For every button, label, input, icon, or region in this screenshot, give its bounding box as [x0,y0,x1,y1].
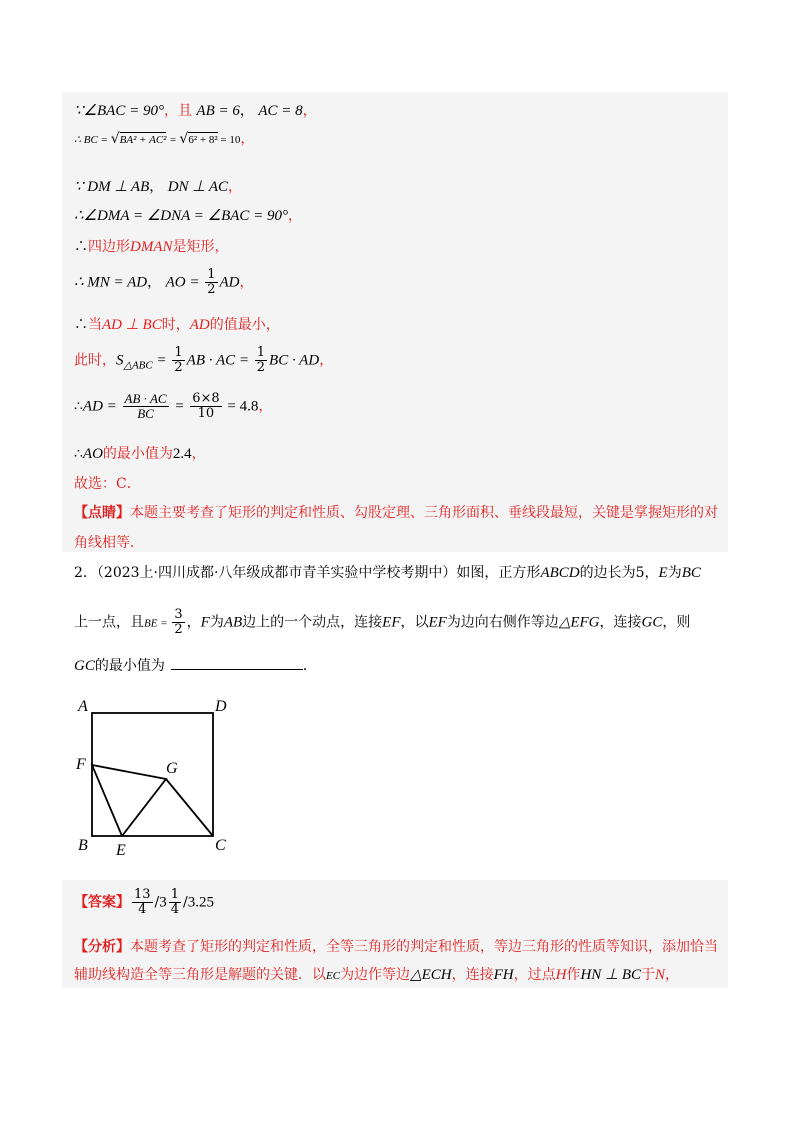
solution-line-13: 角线相等． [74,535,144,551]
analysis-line-2: 辅助线构造全等三角形是解题的关键．以EC为边作等边△ECH，连接FH，过点H作HN ⊥ BC于N， [74,967,680,983]
label-d: D [215,698,227,715]
label-a: A [78,698,88,715]
label-e: E [116,842,126,859]
label-b: B [78,837,88,854]
problem-line-2: 上一点，且BE = $\frac{3}{2}$ ，F为AB边上的一个动点，连接EF，以EF为边向右侧作等边△EFG，连接GC，则 [74,607,691,637]
solution-line-6: ∴ MN = AD， AO = $\frac{1}{2}$ AD， [74,267,254,297]
solution-line-10: ∴AO的最小值为2.4， [74,446,206,462]
triangle-efg [92,765,166,836]
solution-line-9: ∴AD = $\frac{AB \cdot AC}{BC}$ = $\frac{6\times 8}{10}$ = 4.8， [74,391,273,421]
problem-line-1: 2．（2023上·四川成都·八年级成都市青羊实验中学校考期中）如图，正方形ABCD的边长为5，E为BC [74,565,701,581]
solution-line-4: ∴∠DMA = ∠DNA = ∠BAC = 90°， [74,208,303,224]
solution-line-12: 【点睛】本题主要考查了矩形的判定和性质、勾股定理、三角形面积、垂线段最短，关键是掌握矩形的对 [74,505,718,521]
solution-line-11: 故选：C． [74,476,141,492]
answer-line: 【答案】 $\frac{13}{4}$ /3 $\frac{1}{4}$ /3.25 [74,887,215,917]
analysis-line-1: 【分析】本题考查了矩形的判定和性质，全等三角形的判定和性质，等边三角形的性质等知识，添加恰当 [74,939,718,955]
label-g: G [166,760,178,777]
answer-blank [171,669,303,670]
fraction-half: $\frac{1}{2}$ [207,267,216,297]
geometry-figure [70,695,250,865]
solution-line-2: ∴ BC = √BA² + AC² = √6² + 8² = 10， [74,131,255,147]
solution-line-3: ∵ DM ⊥ AB， DN ⊥ AC， [74,179,243,195]
problem-line-3: GC的最小值为 ． [74,658,317,674]
solution-line-7: ∴当AD ⊥ BC时，AD的值最小， [74,317,280,333]
solution-line-8: 此时，$S_{\triangle ABC}$ = $\frac{1}{2}$ AB · AC = $\frac{1}{2}$ BC · AD， [74,345,334,375]
segment-gc [166,779,213,836]
square-abcd [92,713,213,836]
label-f: F [76,756,86,773]
solution-line-1: ∵∠BAC = 90°，且 AB = 6， AC = 8， [74,103,317,119]
label-c: C [215,837,226,854]
solution-line-5: ∴四边形DMAN是矩形， [74,239,229,255]
